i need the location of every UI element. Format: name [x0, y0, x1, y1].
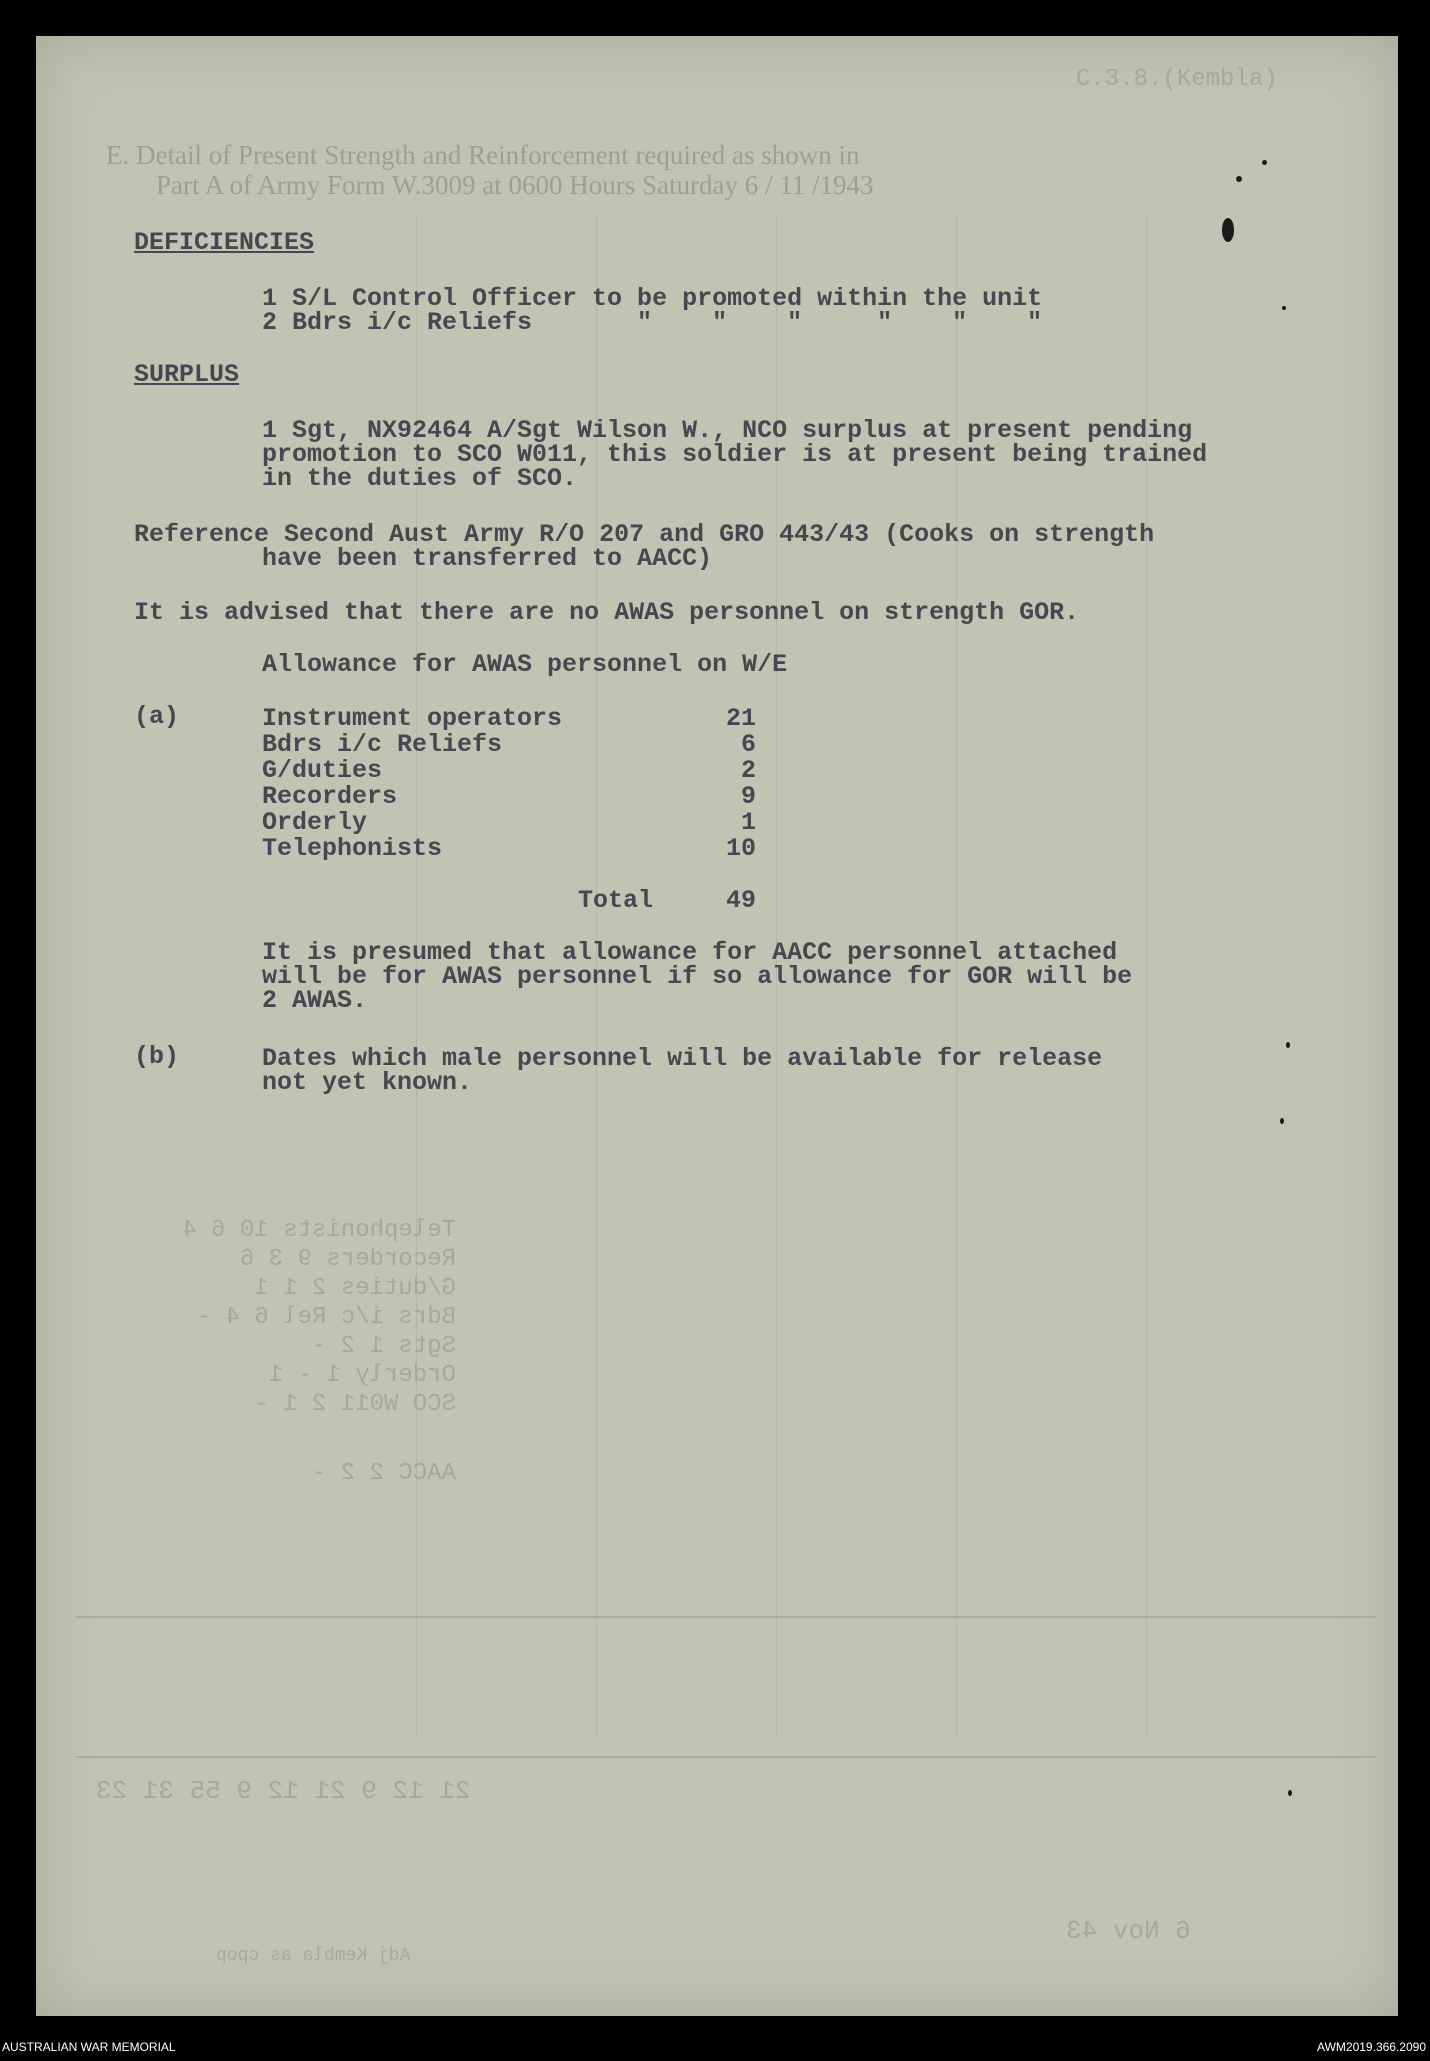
bleed-signature: Adj Kembla as cpop — [216, 1946, 411, 1966]
reference-line: Reference Second Aust Army R/O 207 and GRO 443/43 (Cooks on strength — [134, 520, 1155, 549]
bleed-row: Bdrs i/c Rel 6 4 - — [196, 1304, 456, 1331]
document-page — [36, 36, 1398, 2016]
surplus-line: 1 Sgt, NX92464 A/Sgt Wilson W., NCO surplus at present pending — [262, 416, 1193, 445]
section-a-label: (a) — [134, 702, 180, 731]
bleed-row-line — [76, 1616, 1376, 1618]
allowance-role: Recorders — [262, 782, 398, 811]
bleed-header-line1: E. Detail of Present Strength and Reinforcement required as shown in — [106, 140, 860, 170]
bleed-row: AACC 2 2 - — [311, 1460, 456, 1487]
total-value: 49 — [725, 886, 756, 915]
deficiency-line: 1 S/L Control Officer to be promoted within the unit — [262, 284, 1043, 313]
deficiency-line: 2 Bdrs i/c Reliefs " " " " " " — [262, 308, 1043, 337]
allowance-role: G/duties — [262, 756, 383, 785]
bleed-header-line2: Part A of Army Form W.3009 at 0600 Hours Saturday 6 / 11 /1943 — [156, 170, 874, 200]
bleed-row: G/duties 2 1 1 — [254, 1275, 456, 1302]
allowance-count: 1 — [740, 808, 756, 837]
total-label: Total — [578, 886, 654, 915]
allowance-count: 2 — [740, 756, 756, 785]
deficiencies-heading: DEFICIENCIES — [134, 228, 315, 257]
bleed-totals: 21 12 9 21 12 9 55 31 23 — [96, 1776, 471, 1806]
allowance-role: Telephonists — [262, 834, 443, 863]
bleed-row: Recorders 9 3 6 — [239, 1246, 456, 1273]
dates-line: not yet known. — [262, 1068, 473, 1097]
presumed-line: will be for AWAS personnel if so allowance for GOR will be — [262, 962, 1133, 991]
allowance-count: 10 — [725, 834, 756, 863]
allowance-count: 9 — [740, 782, 756, 811]
ink-dot — [1262, 160, 1267, 165]
section-b-label: (b) — [134, 1042, 180, 1071]
allowance-role: Orderly — [262, 808, 368, 837]
ink-dot — [1280, 1118, 1284, 1124]
ink-dot — [1282, 306, 1286, 310]
ink-dot — [1286, 1042, 1290, 1048]
surplus-heading: SURPLUS — [134, 360, 240, 389]
dates-line: Dates which male personnel will be available for release — [262, 1044, 1103, 1073]
reference-line: have been transferred to AACC) — [262, 544, 713, 573]
bleed-top-right: C.3.8.(Kembla) — [1076, 66, 1278, 93]
bleed-date: 6 Nov 43 — [1066, 1916, 1191, 1946]
footer-left: AUSTRALIAN WAR MEMORIAL — [2, 2040, 176, 2054]
allowance-role: Bdrs i/c Reliefs — [262, 730, 503, 759]
presumed-line: It is presumed that allowance for AACC personnel attached — [262, 938, 1118, 967]
bleed-row-line — [76, 1756, 1376, 1758]
bleed-mirrored-table — [182, 1216, 456, 1488]
surplus-line: promotion to SCO W011, this soldier is at present being trained — [262, 440, 1208, 469]
allowance-title: Allowance for AWAS personnel on W/E — [262, 650, 788, 679]
advice-line: It is advised that there are no AWAS personnel on strength GOR. — [134, 598, 1080, 627]
footer-right: AWM2019.366.2090 — [1317, 2040, 1426, 2054]
presumed-line: 2 AWAS. — [262, 986, 368, 1015]
allowance-count: 6 — [740, 730, 756, 759]
bleed-row: SCO W011 2 1 - — [254, 1391, 456, 1418]
bleed-row: Orderly 1 - 1 — [268, 1362, 456, 1389]
ink-dot — [1236, 176, 1242, 182]
bleed-row: Sgts 1 2 - — [311, 1333, 456, 1360]
ink-dot — [1288, 1790, 1292, 1796]
punch-hole — [1222, 218, 1234, 242]
allowance-role: Instrument operators — [262, 704, 563, 733]
allowance-count: 21 — [725, 704, 756, 733]
footer-strip — [0, 2032, 1430, 2061]
surplus-line: in the duties of SCO. — [262, 464, 578, 493]
bleed-row: Telephonists 10 6 4 — [182, 1217, 456, 1244]
